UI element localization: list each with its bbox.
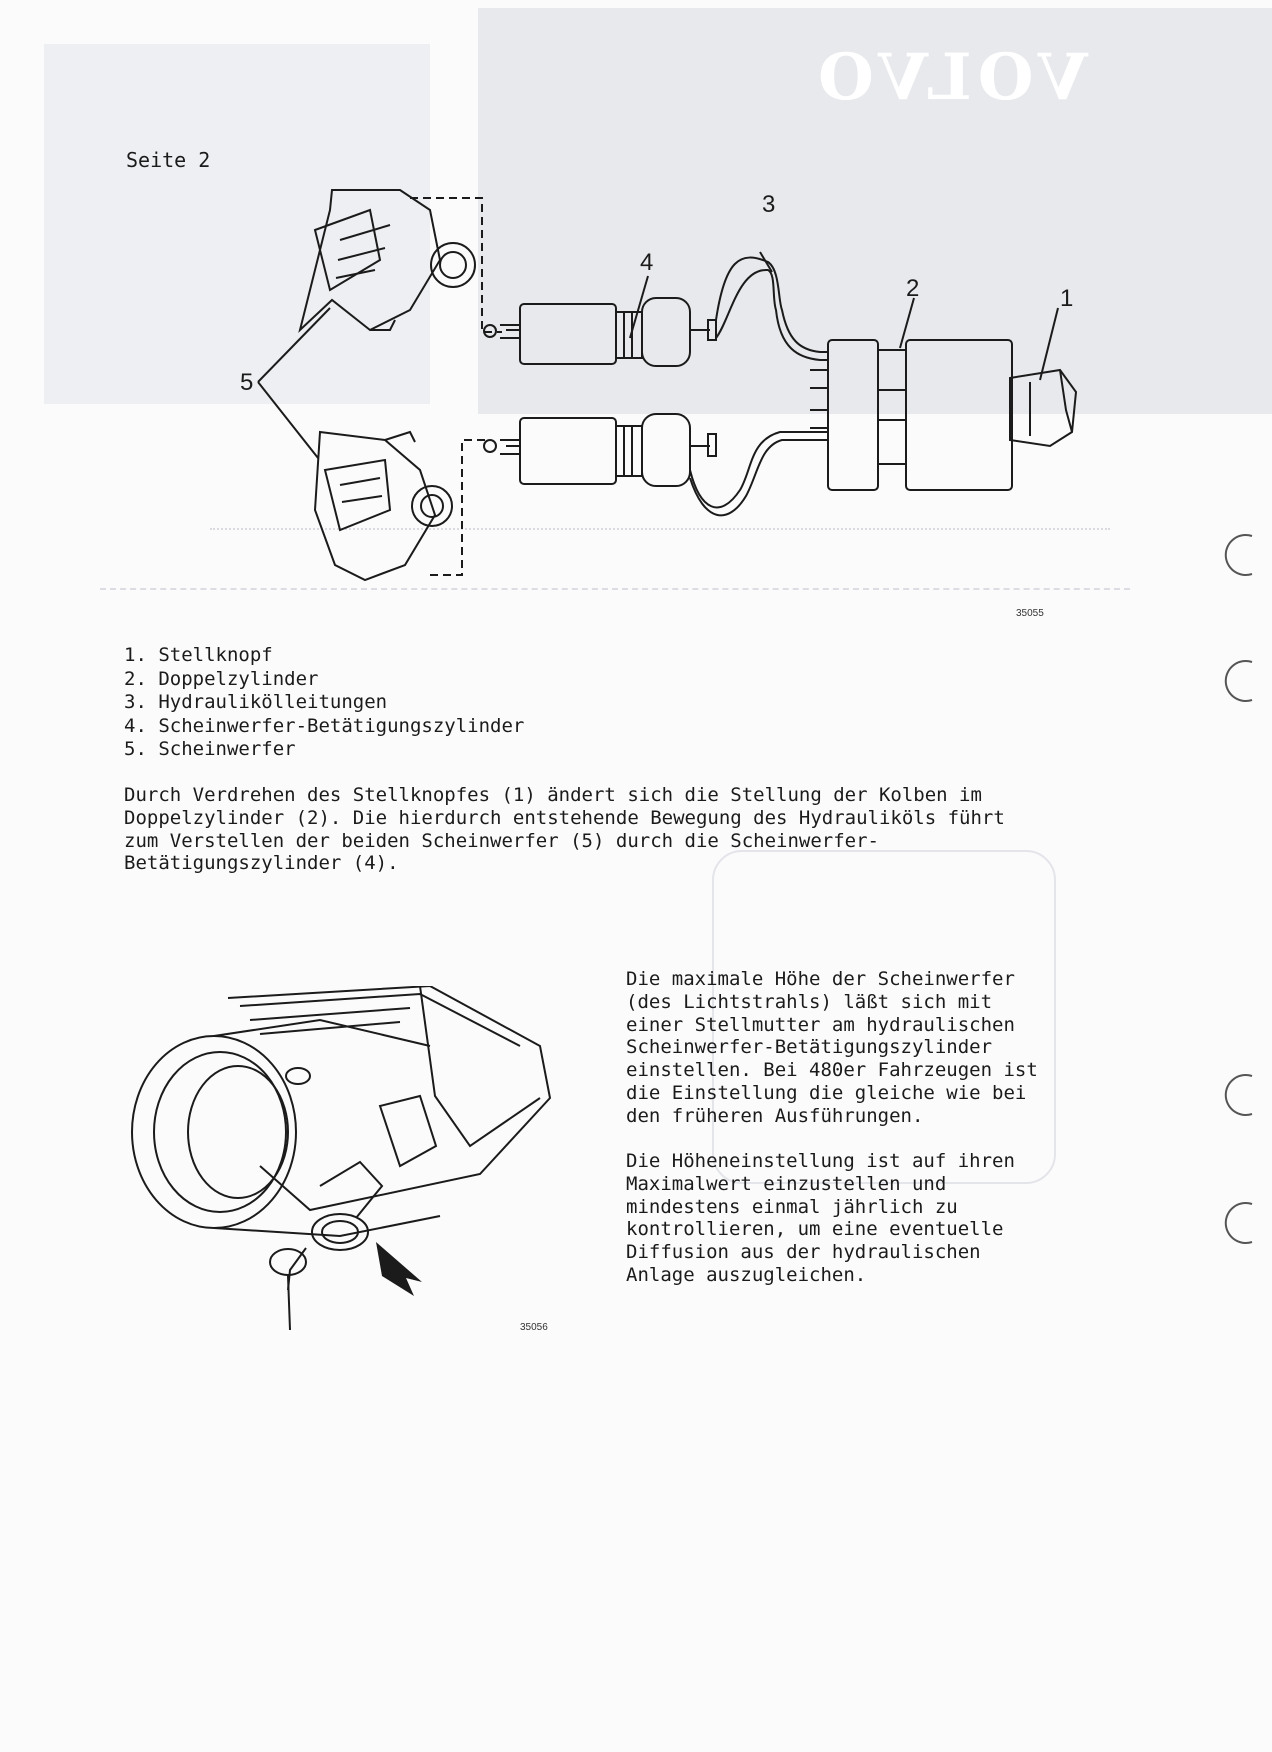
- legend-item: 2. Doppelzylinder: [124, 667, 319, 690]
- paragraph-line: Die Höheneinstellung ist auf ihren: [626, 1150, 1015, 1172]
- bleed-through-logo: VOLVO: [812, 40, 1088, 115]
- legend-list: [124, 644, 524, 762]
- figure-headlight-adjustment: [120, 986, 560, 1346]
- paragraph-line: Anlage auszugleichen.: [626, 1263, 867, 1286]
- legend-item: 5. Scheinwerfer: [124, 738, 296, 760]
- legend-item: 1. Stellknopf: [124, 644, 273, 666]
- legend-item: 4. Scheinwerfer-Betätigungszylinder: [124, 714, 525, 737]
- figure1-number: 35055: [1016, 608, 1044, 619]
- paragraph-line: den früheren Ausführungen.: [626, 1104, 924, 1127]
- paragraph-line: Maximalwert einzustellen und: [626, 1172, 947, 1195]
- figure2-number: 35056: [520, 1322, 548, 1333]
- paragraph-line: Die maximale Höhe der Scheinwerfer: [626, 968, 1015, 990]
- paragraph-line: zum Verstellen der beiden Scheinwerfer (5) durch die Scheinwerfer-: [124, 829, 879, 852]
- punch-hole: [1212, 1072, 1258, 1118]
- paragraph-line: einer Stellmutter am hydraulischen: [626, 1013, 1015, 1036]
- paragraph-line: Diffusion aus der hydraulischen: [626, 1241, 981, 1264]
- callout-3: 3: [762, 191, 776, 218]
- paragraph-line: Doppelzylinder (2). Die hierdurch entstehende Bewegung des Hydrauliköls führt: [124, 806, 1005, 829]
- paragraph-line: Betätigungszylinder (4).: [124, 852, 399, 875]
- figure-hydraulic-system: [220, 170, 1100, 620]
- paragraph-function: [124, 784, 1005, 875]
- upper-actuator-cylinder: [484, 298, 716, 366]
- double-cylinder: [810, 340, 1012, 490]
- page-label: Seite 2: [126, 148, 211, 172]
- callout-5: 5: [240, 369, 254, 396]
- paragraph-max-height: [626, 968, 1038, 1128]
- paragraph-line: die Einstellung die gleiche wie bei: [626, 1081, 1027, 1104]
- paragraph-line: mindestens einmal jährlich zu: [626, 1195, 958, 1218]
- paragraph-line: Durch Verdrehen des Stellknopfes (1) ändert sich die Stellung der Kolben im: [124, 784, 982, 806]
- paragraph-line: kontrollieren, um eine eventuelle: [626, 1218, 1004, 1241]
- punch-hole: [1212, 1200, 1258, 1246]
- callout-2: 2: [906, 275, 920, 302]
- legend-item: 3. Hydraulikölleitungen: [124, 691, 388, 713]
- paragraph-line: einstellen. Bei 480er Fahrzeugen ist: [626, 1059, 1038, 1082]
- callout-4: 4: [640, 249, 654, 276]
- punch-hole: [1212, 658, 1258, 704]
- punch-hole: [1212, 532, 1258, 578]
- lower-headlight-illustration: [315, 432, 452, 580]
- adjustment-knob: [1010, 370, 1076, 446]
- upper-headlight-illustration: [300, 190, 475, 330]
- lower-actuator-cylinder: [484, 414, 716, 486]
- paragraph-line: (des Lichtstrahls) läßt sich mit: [626, 990, 993, 1013]
- hydraulic-oil-lines: [690, 258, 828, 516]
- callout-1: 1: [1060, 285, 1074, 312]
- paragraph-line: Scheinwerfer-Betätigungszylinder: [626, 1036, 993, 1059]
- paragraph-adjustment-advice: [626, 1150, 1015, 1287]
